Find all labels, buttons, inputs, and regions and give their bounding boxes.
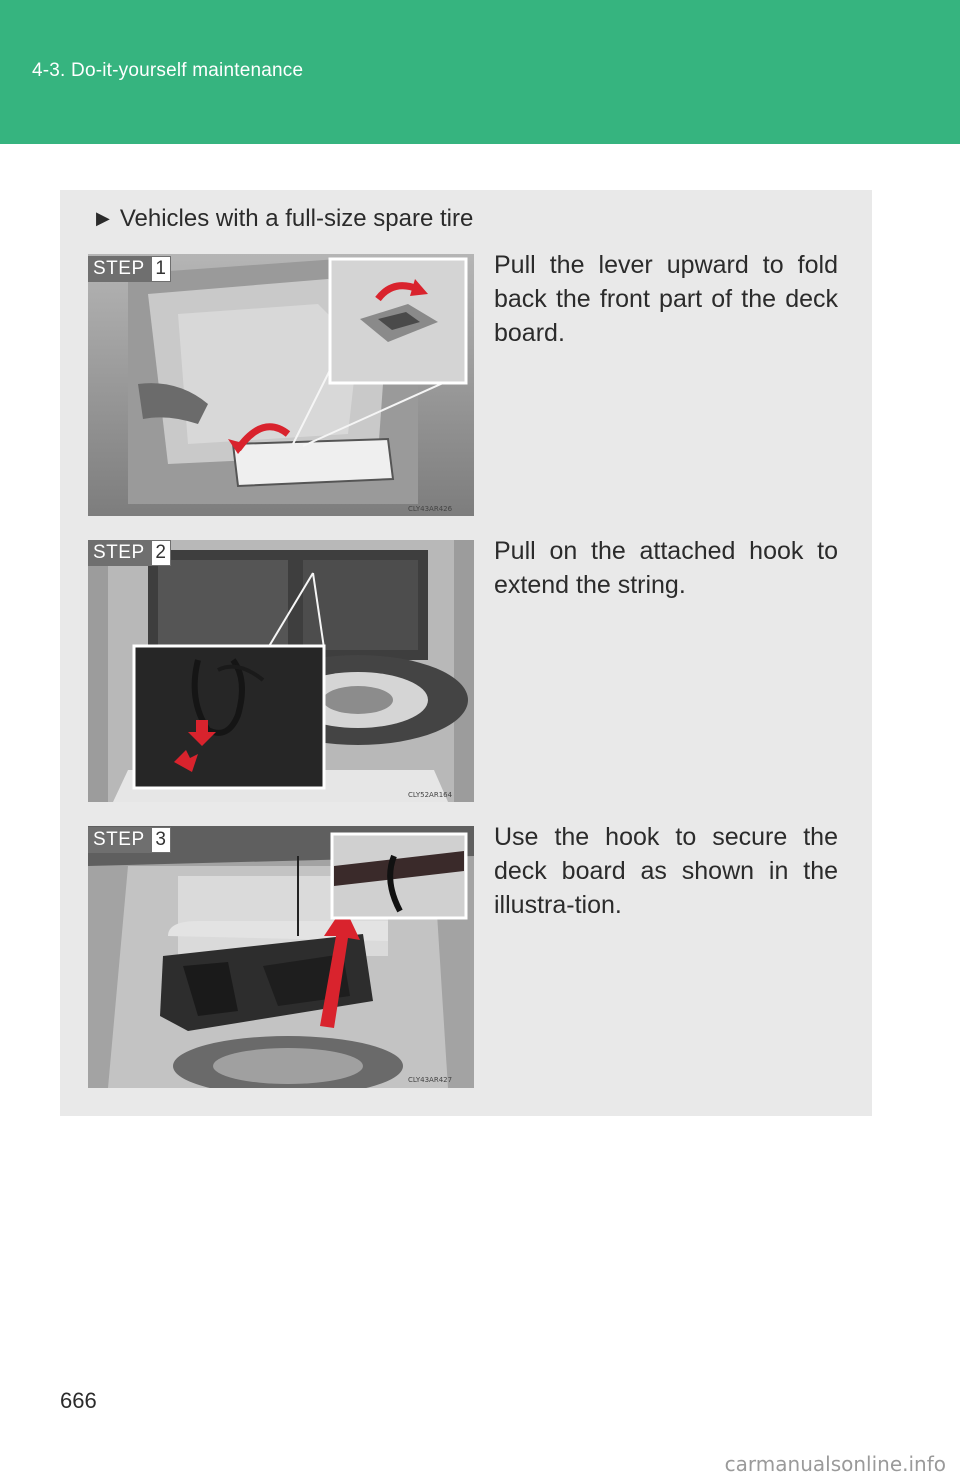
watermark: carmanualsonline.info	[724, 1452, 946, 1476]
step-1-illustration	[88, 254, 474, 516]
intro-line	[96, 205, 473, 233]
section-title: 4-3. Do-it-yourself maintenance	[32, 60, 304, 81]
step-1-badge: STEP 1	[88, 256, 171, 282]
deck-board-secured-image	[88, 826, 474, 1088]
cargo-hook-image	[88, 540, 474, 802]
triangle-bullet-icon: ▶	[96, 208, 110, 228]
step-3-figure-code: CLY43AR427	[408, 1076, 453, 1084]
rear-hatch-lever-image	[88, 254, 474, 516]
step-1-figure-code: CLY43AR426	[408, 505, 453, 513]
step-1-text: Pull the lever upward to fold back the front part of the deck board.	[494, 251, 838, 347]
intro-text: Vehicles with a full-size spare tire	[119, 205, 474, 232]
step-2-badge: STEP 2	[88, 540, 171, 566]
step-2-text: Pull on the attached hook to extend the string.	[494, 537, 838, 599]
step-3-badge: STEP 3	[88, 827, 171, 853]
step-2-figure-code: CLY52AR164	[408, 791, 453, 799]
step-2-illustration	[88, 540, 474, 802]
step-3-text: Use the hook to secure the deck board as shown in the illustra-tion.	[494, 823, 838, 919]
page-header	[0, 0, 960, 144]
step-3-illustration	[88, 826, 474, 1088]
page-number: 666	[60, 1388, 97, 1413]
